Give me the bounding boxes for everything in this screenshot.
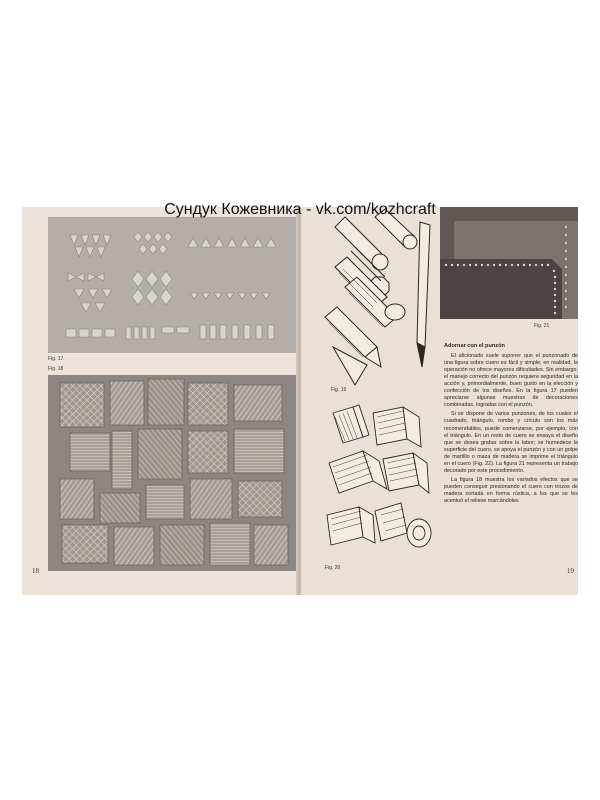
fig17-caption: Fig. 17 (48, 356, 64, 362)
fig21-photo (440, 207, 578, 319)
fig17-illustration (48, 217, 298, 353)
fig19-drawing (315, 217, 445, 387)
watermark-header: Сундук Кожевника - vk.com/kozhcraft (164, 201, 436, 218)
fig20-caption: Fig. 20 (325, 565, 341, 571)
fig21-illustration (440, 207, 578, 319)
book-spread (22, 207, 578, 595)
paragraph: Si se dispone de varios punzones, de los cuales el cuadrado, triángulo, rombo y círculo son los más recomendables, puede comenzarse, por ejemplo, con el triángulo. En un resto de cuero se ensaya el diseño que se desea grabar sobre la labor; se humedece la superficie del cuero, se apoya el punzón y con un golpe de martillo o maza de madera se imprime el triángulo en el cuero (Fig. 22). La figura 21 representa un trabajo decorado por este procedimiento. (444, 411, 578, 474)
fig17-photo (48, 217, 298, 353)
paragraph: La figura 18 muestra los variados efectos que se pueden conseguir presionando el cuero con trozos de madera cortada en forma rústica, a los que se les acentuó el relieve marcándoles (444, 476, 578, 504)
fig18-illustration (48, 375, 298, 571)
article-text (444, 343, 578, 507)
fig20-drawing (323, 403, 433, 563)
fig18-photo (48, 375, 298, 571)
section-title: Adornar con el punzón (444, 343, 505, 349)
right-page-number: 19 (567, 567, 574, 575)
fig21-caption: Fig. 21 (534, 323, 550, 329)
left-page (22, 207, 298, 595)
fig19-caption: Fig. 19 (331, 387, 347, 393)
fig18-caption: Fig. 18 (48, 366, 64, 372)
paragraph: El aficionado suele suponer que el punzonado de una figura sobre cuero es fácil y simple; en realidad, la operación no ofrece mayores dificultades. Sin embargo, el manejo correcto del punzón requiere seguridad en la acción y, primordialmente, buen gusto en la elección y confección de los diseños. En la figura 17 pueden apreciarse algunas muestras de decoraciones combinadas, logradas con el punzón. (444, 353, 578, 409)
left-page-number: 18 (32, 567, 39, 575)
